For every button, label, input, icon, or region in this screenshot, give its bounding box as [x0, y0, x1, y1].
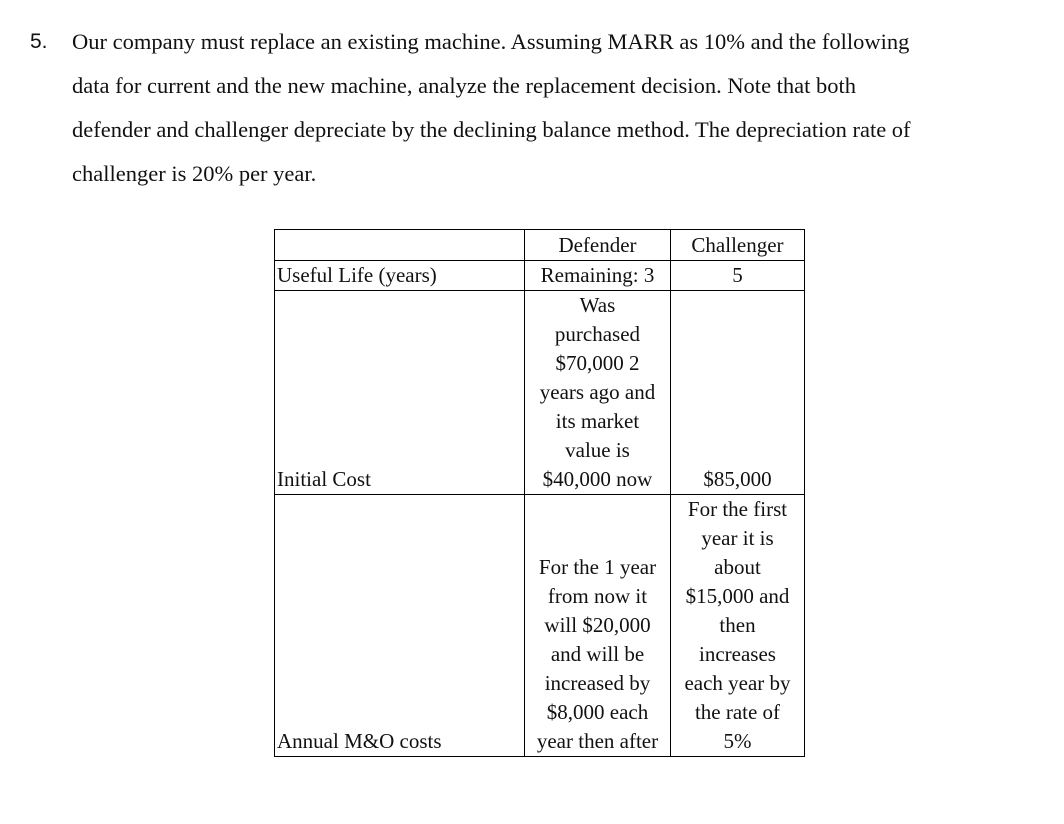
- table-row-initial-cost: [275, 291, 805, 495]
- challenger-useful-life-line: 5: [732, 263, 743, 287]
- problem-statement: [30, 20, 1030, 196]
- defender-annual-mo-line: year then after: [536, 729, 659, 753]
- row-label-initial-cost: Initial Cost: [275, 291, 525, 495]
- challenger-annual-mo-line: year it is: [701, 526, 774, 550]
- defender-initial-cost-line: Was: [579, 293, 616, 317]
- problem-text-line: data for current and the new machine, analyze the replacement decision. Note that both: [72, 73, 857, 98]
- defender-annual-mo-line: from now it: [547, 584, 648, 608]
- problem-text-line: defender and challenger depreciate by the declining balance method. The depreciation rate of: [72, 117, 911, 142]
- defender-initial-cost-line: $40,000 now: [542, 467, 653, 491]
- table-row-useful-life: [275, 261, 805, 291]
- defender-annual-mo-line: increased by: [544, 671, 651, 695]
- defender-annual-mo-line: will $20,000: [544, 613, 651, 637]
- table-row-annual-mo-costs: [275, 495, 805, 757]
- challenger-annual-mo-line: about: [714, 555, 761, 579]
- defender-annual-mo-costs: [525, 495, 671, 757]
- challenger-annual-mo-costs: [671, 495, 805, 757]
- defender-useful-life: [525, 261, 671, 291]
- defender-annual-mo-line: and will be: [550, 642, 645, 666]
- defender-initial-cost: [525, 291, 671, 495]
- defender-initial-cost-line: its market: [555, 409, 640, 433]
- challenger-annual-mo-line: then: [719, 613, 756, 637]
- challenger-annual-mo-line: 5%: [723, 729, 752, 753]
- defender-initial-cost-line: value is: [565, 438, 630, 462]
- challenger-annual-mo-line: the rate of: [694, 700, 781, 724]
- problem-text-line: challenger is 20% per year.: [72, 161, 317, 186]
- problem-text: [72, 20, 1030, 196]
- table-header-row: [275, 230, 805, 261]
- row-label-annual-mo-costs: Annual M&O costs: [275, 495, 525, 757]
- challenger-initial-cost: [671, 291, 805, 495]
- challenger-annual-mo-line: each year by: [684, 671, 791, 695]
- defender-annual-mo-line: $8,000 each: [546, 700, 649, 724]
- row-label-useful-life: Useful Life (years): [275, 261, 525, 291]
- defender-initial-cost-line: $70,000 2: [555, 351, 640, 375]
- defender-initial-cost-line: purchased: [554, 322, 641, 346]
- defender-annual-mo-line: For the 1 year: [538, 555, 657, 579]
- challenger-initial-cost-line: $85,000: [703, 467, 772, 491]
- problem-text-line: Our company must replace an existing machine. Assuming MARR as 10% and the following: [72, 29, 910, 54]
- problem-number: 5.: [30, 30, 48, 53]
- header-label-cell: [275, 230, 525, 261]
- challenger-annual-mo-line: increases: [699, 642, 776, 666]
- challenger-annual-mo-line: $15,000 and: [685, 584, 790, 608]
- defender-useful-life-line: Remaining: 3: [540, 263, 655, 287]
- challenger-annual-mo-line: For the first: [687, 497, 788, 521]
- challenger-useful-life: [671, 261, 805, 291]
- machine-data-table: [274, 229, 805, 757]
- header-defender-cell: Defender: [525, 230, 671, 261]
- header-challenger-cell: Challenger: [671, 230, 805, 261]
- defender-initial-cost-line: years ago and: [539, 380, 656, 404]
